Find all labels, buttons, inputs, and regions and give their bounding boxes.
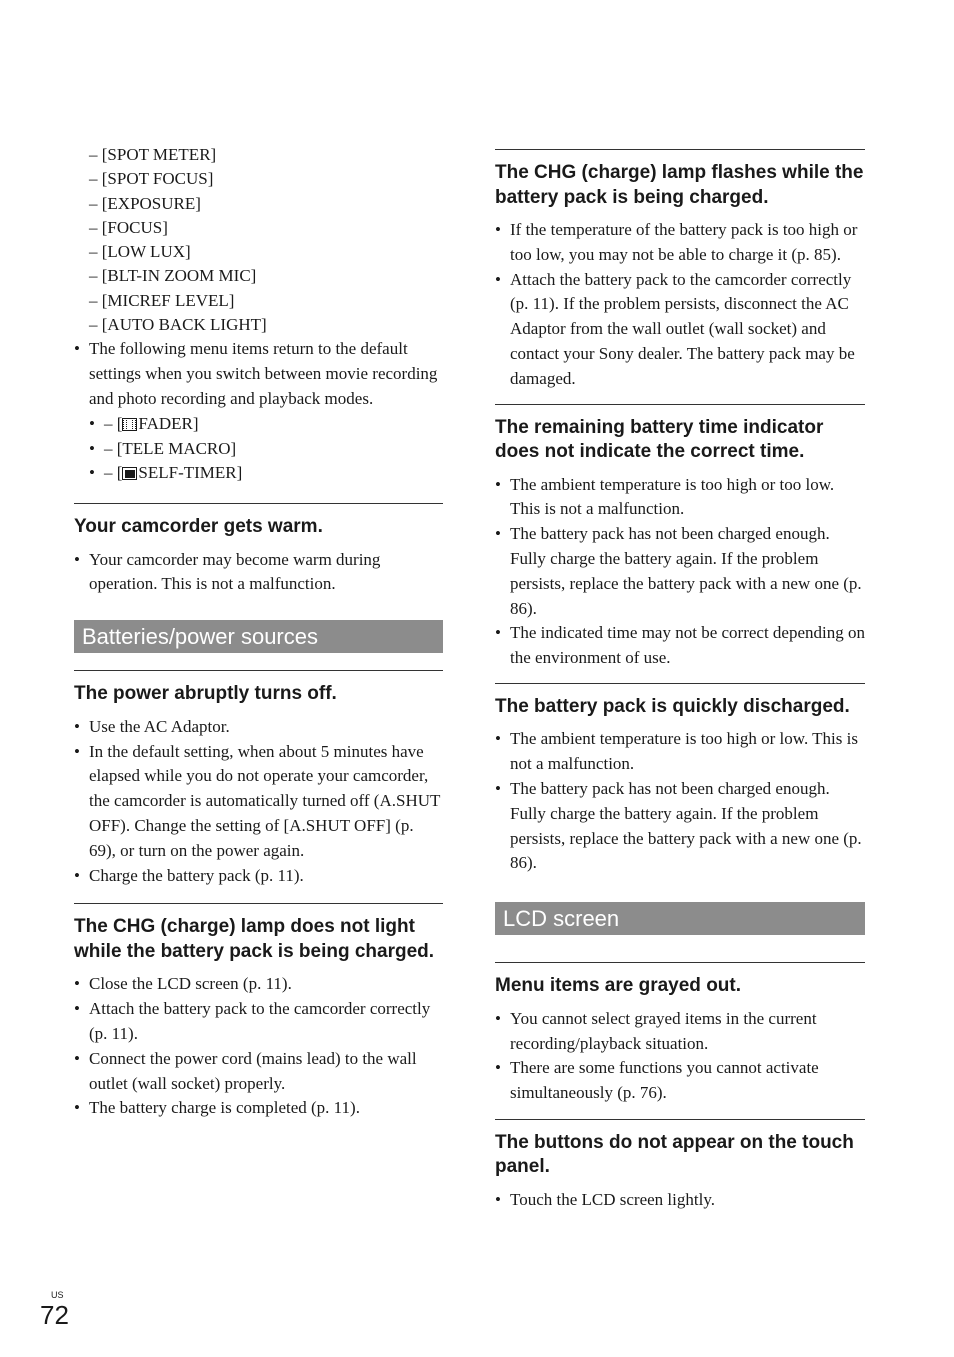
- section-bullets: [495, 727, 865, 876]
- list-item: • The battery pack has not been charged enough. Fully charge the battery again. If the problem persists, replace the battery pack with a new one (p. 86).: [495, 777, 865, 876]
- list-item: • Your camcorder may become warm during operation. This is not a malfunction.: [74, 548, 443, 598]
- banner-batteries: Batteries/power sources: [74, 620, 443, 653]
- section-heading: The CHG (charge) lamp does not light while the battery pack is being charged.: [74, 916, 435, 962]
- right-column: [495, 149, 865, 1213]
- banner-lcd-screen: LCD screen: [495, 902, 865, 935]
- page-number-block: [40, 1290, 69, 1330]
- section-grayed-out: [495, 962, 865, 1106]
- section-heading: The power abruptly turns off.: [74, 683, 337, 705]
- page-region-label: US: [51, 1290, 64, 1300]
- section-chg-flashes: [495, 149, 865, 392]
- list-item: • – [TELE MACRO]: [89, 437, 443, 462]
- default-settings-sublist: [89, 412, 443, 486]
- section-bullets: [74, 972, 443, 1121]
- list-item: • There are some functions you cannot activate simultaneously (p. 76).: [495, 1056, 865, 1106]
- list-item: • Touch the LCD screen lightly.: [495, 1188, 865, 1213]
- section-heading: The remaining battery time indicator does not indicate the correct time.: [495, 416, 824, 463]
- list-item: – [SPOT METER]: [89, 145, 217, 164]
- list-item: • If the temperature of the battery pack is too high or too low, you may not be able to charge it (p. 85).: [495, 218, 865, 268]
- left-column: [74, 143, 443, 1121]
- list-item: • The battery charge is completed (p. 11).: [74, 1096, 443, 1121]
- list-item: • The ambient temperature is too high or too low. This is not a malfunction.: [495, 473, 865, 523]
- section-camcorder-warm: [74, 503, 443, 597]
- section-bullets: [495, 473, 865, 671]
- fader-icon: [122, 418, 137, 431]
- section-heading: Menu items are grayed out.: [495, 975, 742, 997]
- section-bullets: [495, 1188, 865, 1213]
- list-item: – [EXPOSURE]: [89, 193, 201, 213]
- list-item: • In the default setting, when about 5 minutes have elapsed while you do not operate your camcorder, the camcorder is automatically turned off (A.SHUT OFF). Change the setting of [A.SHUT OFF] (p. 69), or turn on the power again.: [74, 740, 443, 864]
- list-item: • Connect the power cord (mains lead) to the wall outlet (wall socket) properly.: [74, 1047, 443, 1097]
- section-chg-not-lit: [74, 903, 443, 1121]
- section-heading: Your camcorder gets warm.: [74, 516, 323, 538]
- section-buttons-missing: [495, 1119, 865, 1213]
- list-item: – [AUTO BACK LIGHT]: [89, 315, 267, 335]
- list-item: • Attach the battery pack to the camcorder correctly (p. 11).: [74, 997, 443, 1047]
- section-heading: The battery pack is quickly discharged.: [495, 695, 850, 717]
- default-settings-bullets: [74, 337, 443, 486]
- list-item: • Attach the battery pack to the camcorder correctly (p. 11). If the problem persists, disconnect the AC Adaptor from the wall outlet (wall socket) and contact your Sony dealer. The battery pack may be damaged.: [495, 268, 865, 392]
- section-bullets: [495, 218, 865, 392]
- list-item: • The indicated time may not be correct depending on the environment of use.: [495, 621, 865, 671]
- list-item: – [SPOT FOCUS]: [89, 169, 214, 189]
- list-item: – [MICREF LEVEL]: [89, 290, 235, 310]
- list-item: • The ambient temperature is too high or low. This is not a malfunction.: [495, 727, 865, 777]
- list-item: • Close the LCD screen (p. 11).: [74, 972, 443, 997]
- section-power-off: [74, 670, 443, 888]
- top-menu-sublist: [74, 143, 443, 337]
- section-heading: The CHG (charge) lamp flashes while the battery pack is being charged.: [495, 162, 864, 208]
- list-item: [89, 461, 443, 486]
- item-prefix: – [: [104, 413, 123, 433]
- section-quickly-discharged: [495, 683, 865, 876]
- page-number: 72: [40, 1300, 69, 1330]
- section-heading: The buttons do not appear on the touch panel.: [495, 1131, 854, 1178]
- section-bullets: [495, 1007, 865, 1106]
- list-item: [74, 337, 443, 486]
- section-bullets: [74, 548, 443, 598]
- section-bullets: [74, 715, 443, 889]
- list-item: – [FOCUS]: [89, 217, 168, 237]
- section-time-indicator: [495, 404, 865, 671]
- list-item: • Use the AC Adaptor.: [74, 715, 443, 740]
- list-item: • The battery pack has not been charged enough. Fully charge the battery again. If the problem persists, replace the battery pack with a new one (p. 86).: [495, 522, 865, 621]
- self-timer-icon: [122, 467, 137, 480]
- item-label: FADER]: [138, 413, 199, 433]
- list-item: • You cannot select grayed items in the current recording/playback situation.: [495, 1007, 865, 1057]
- list-item: – [BLT-IN ZOOM MIC]: [89, 266, 257, 286]
- item-label: SELF-TIMER]: [138, 463, 243, 483]
- list-item: – [LOW LUX]: [89, 242, 191, 262]
- item-prefix: – [: [104, 463, 123, 483]
- list-item: [89, 412, 443, 437]
- list-item: • Charge the battery pack (p. 11).: [74, 864, 443, 889]
- bullet-text: The following menu items return to the default settings when you switch between movie recording and photo recording and playback modes.: [89, 339, 438, 408]
